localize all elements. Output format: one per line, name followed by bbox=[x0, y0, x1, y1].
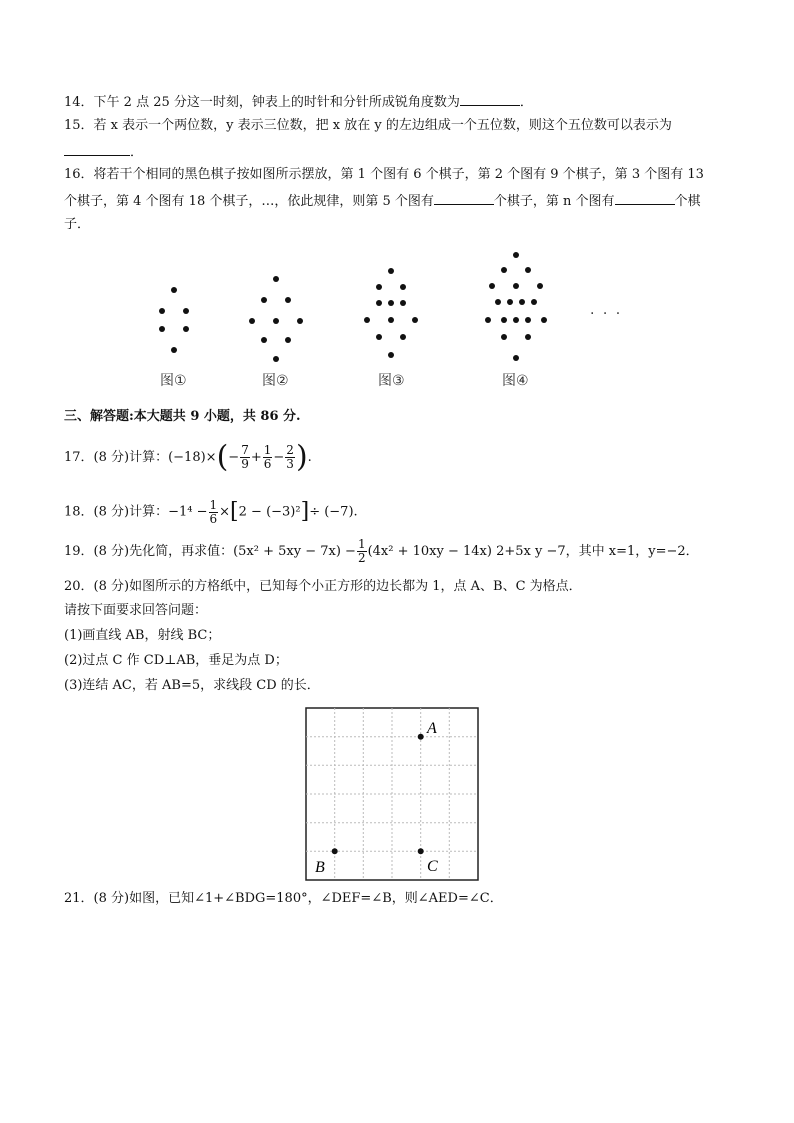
question-19: 19．(8 分)先化简，再求值：(5x² + 5xy − 7x) − $\frac{1}{2}$ (4x² + 10xy − 14x) 2+5x y −7，其中 x=1，y=−2． bbox=[64, 537, 699, 565]
label-c: C bbox=[427, 858, 438, 875]
fraction: $\frac{2}{3}$ bbox=[286, 443, 294, 471]
question-14: 14．下午 2 点 25 分这一时刻，钟表上的时针和分针所成锐角度数为 ． bbox=[64, 92, 533, 112]
figure-1-dots bbox=[159, 287, 189, 353]
label-a: A bbox=[427, 720, 437, 737]
question-20-line1: 20．(8 分)如图所示的方格纸中，已知每个小正方形的边长都为 1，点 A、B、C 为格点． bbox=[64, 579, 582, 594]
question-20-part1: (1)画直线 AB，射线 BC； bbox=[64, 628, 221, 643]
question-21: 21．(8 分)如图，已知∠1+∠BDG=180°，∠DEF=∠B，则∠AED=∠C． bbox=[64, 891, 503, 906]
caption-fig3: 图③ bbox=[378, 373, 405, 389]
fraction: $\frac{1}{2}$ bbox=[357, 537, 366, 565]
fraction: $\frac{7}{9}$ bbox=[241, 443, 249, 471]
caption-fig2: 图② bbox=[262, 373, 289, 389]
caption-fig1: 图① bbox=[160, 373, 187, 389]
grid-figure bbox=[305, 707, 481, 885]
ellipsis: · · · bbox=[590, 306, 623, 322]
figure-3-dots bbox=[364, 268, 418, 358]
question-18: 18．(8 分)计算：−1⁴ − $\frac{1}{6}$ ×[2 − (−3)²]÷ (−7). bbox=[64, 497, 358, 526]
answer-blank-nth[interactable] bbox=[615, 191, 675, 205]
question-16-line3: 子． bbox=[64, 217, 91, 232]
label-b: B bbox=[315, 859, 325, 876]
answer-blank[interactable] bbox=[64, 142, 130, 156]
point-b bbox=[332, 848, 338, 854]
figure-4-dots bbox=[485, 252, 547, 361]
fraction: $\frac{1}{6}$ bbox=[263, 443, 272, 471]
caption-fig4: 图④ bbox=[502, 373, 529, 389]
point-a bbox=[418, 734, 424, 740]
answer-blank-5th[interactable] bbox=[434, 191, 494, 205]
figure-2-dots bbox=[249, 276, 303, 362]
question-16-line1: 16．将若干个相同的黑色棋子按如图所示摆放，第 1 个图有 6 个棋子，第 2 个图有 9 个棋子，第 3 个图有 13 bbox=[64, 167, 704, 182]
question-15: 15．若 x 表示一个两位数，y 表示三位数，把 x 放在 y 的左边组成一个五位数，则这个五位数可以表示为 bbox=[64, 118, 672, 133]
question-17: 17．(8 分)计算：(−18)×(− $\frac{7}{9}$ + $\frac{1}{6}$ − $\frac{2}{3}$ ). bbox=[64, 439, 312, 475]
question-20-part2: (2)过点 C 作 CD⊥AB，垂足为点 D； bbox=[64, 653, 288, 668]
answer-blank[interactable] bbox=[460, 92, 520, 106]
question-16-line2: 个棋子，第 4 个图有 18 个棋子，…，依此规律，则第 5 个图有 个棋子，第 n 个图有 个棋 bbox=[64, 191, 701, 211]
point-c bbox=[418, 848, 424, 854]
fraction: $\frac{1}{6}$ bbox=[209, 497, 218, 526]
question-20-part3: (3)连结 AC，若 AB=5，求线段 CD 的长． bbox=[64, 678, 320, 693]
question-20-line2: 请按下面要求回答问题： bbox=[64, 603, 208, 618]
question-15-answer-line: ． bbox=[64, 142, 143, 162]
section-3-heading: 三、解答题:本大题共 9 小题，共 86 分. bbox=[64, 409, 301, 424]
